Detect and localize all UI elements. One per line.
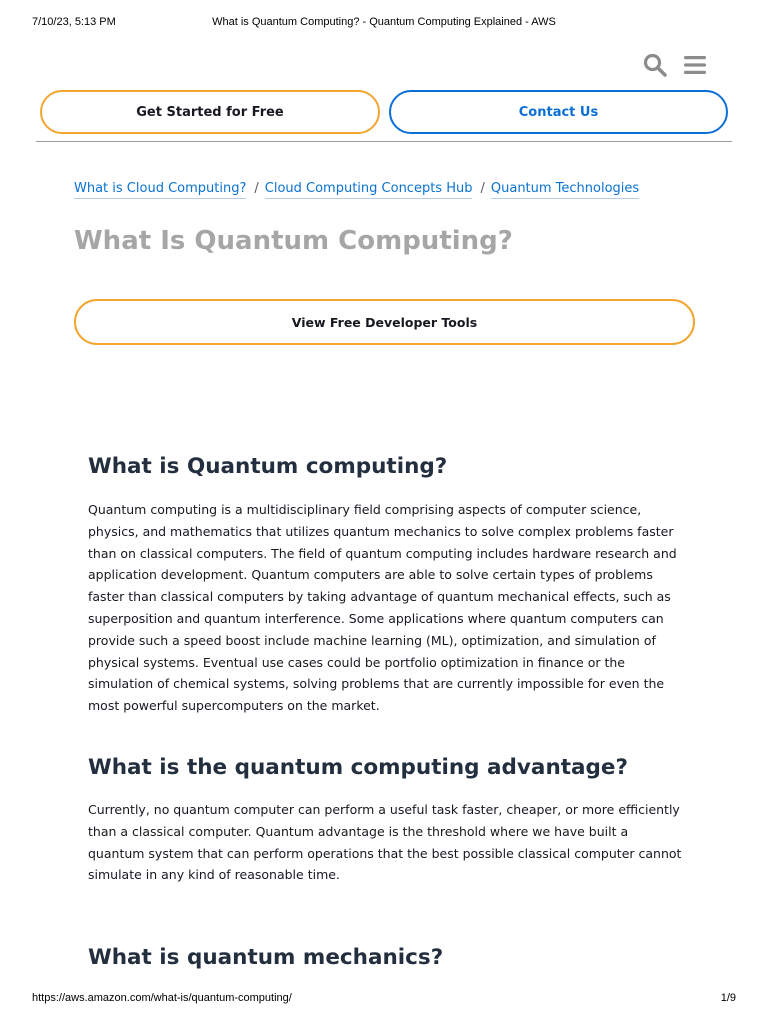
print-url: https://aws.amazon.com/what-is/quantum-computing/ bbox=[32, 992, 292, 1004]
cta-row bbox=[40, 90, 728, 136]
header-divider bbox=[36, 141, 732, 142]
print-page-number: 1/9 bbox=[720, 992, 736, 1004]
print-datetime: 7/10/23, 5:13 PM bbox=[32, 16, 116, 28]
print-header bbox=[32, 16, 736, 32]
section-heading-quantum-computing: What is Quantum computing? bbox=[88, 454, 448, 479]
menu-icon[interactable] bbox=[682, 52, 708, 78]
breadcrumb-separator: / bbox=[480, 181, 485, 196]
print-doc-title: What is Quantum Computing? - Quantum Computing Explained - AWS bbox=[212, 16, 556, 28]
print-footer bbox=[32, 992, 736, 1008]
view-free-developer-tools-button[interactable]: View Free Developer Tools bbox=[74, 299, 695, 345]
section-heading-quantum-mechanics: What is quantum mechanics? bbox=[88, 945, 444, 970]
breadcrumb bbox=[74, 181, 728, 196]
section-body-quantum-computing: Quantum computing is a multidisciplinary field comprising aspects of computer science, physics, and mathematics that utilizes quantum mechanics to solve complex problems faster than on classical computers. The field of quantum computing includes hardware research and application development. Quantum computers are able to solve certain types of problems faster than classical computers by taking advantage of quantum mechanical effects, such as superposition and quantum interference. Some applications where quantum computers can provide such a speed boost include machine learning (ML), optimization, and simulation of physical systems. Eventual use cases could be portfolio optimization in finance or the simulation of chemical systems, solving problems that are currently impossible for even the most powerful supercomputers on the market. bbox=[88, 502, 677, 714]
breadcrumb-separator: / bbox=[254, 181, 259, 196]
breadcrumb-item-cloud-computing[interactable]: What is Cloud Computing? bbox=[74, 181, 246, 199]
page-title: What Is Quantum Computing? bbox=[74, 226, 513, 256]
breadcrumb-item-quantum-technologies[interactable]: Quantum Technologies bbox=[491, 181, 639, 199]
get-started-free-button[interactable]: Get Started for Free bbox=[40, 90, 380, 134]
breadcrumb-item-concepts-hub[interactable]: Cloud Computing Concepts Hub bbox=[265, 181, 473, 199]
contact-us-button[interactable]: Contact Us bbox=[389, 90, 728, 134]
top-nav-icons bbox=[642, 50, 708, 80]
section-heading-quantum-advantage: What is the quantum computing advantage? bbox=[88, 755, 628, 780]
section-body-quantum-advantage: Currently, no quantum computer can perform a useful task faster, cheaper, or more efficiently than a classical computer. Quantum advantage is the threshold where we have built a quantum system that can perform operations that the best possible classical computer cannot simulate in any kind of reasonable time. bbox=[88, 802, 682, 883]
search-icon[interactable] bbox=[642, 52, 668, 78]
